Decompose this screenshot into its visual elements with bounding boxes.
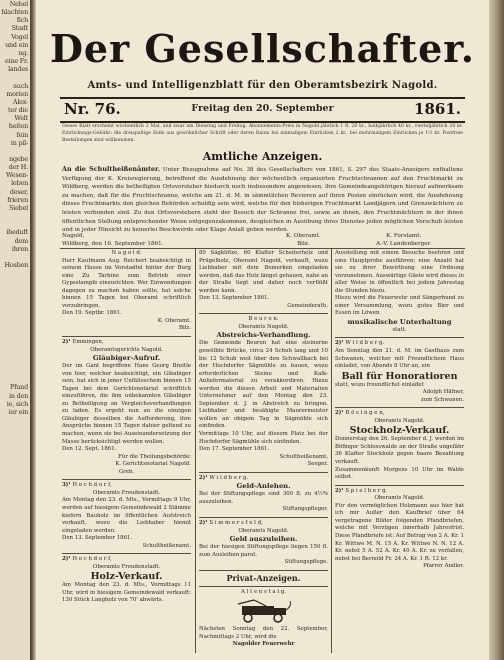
previous-page-line: Alex- <box>12 97 28 106</box>
ad-ball-sign: Adolph Häfner, <box>422 389 464 396</box>
ad-ball-title: Ball für Honoratioren <box>341 370 458 382</box>
ad-separator <box>199 517 328 518</box>
previous-page-line: auch <box>13 81 28 90</box>
ad-feuerwehr-body: Ausstellung mit einem Besuche beehren und eine Hauptprobe ausführen; eine Anzahl hat sie zu ihrer Bewirthung eine Ordnung vorzunehmen. Auswärtige Gäste wird dieses in aller Weise in öffentlich bei jedem Jahrestag die Stunden hiezu. <box>335 250 464 294</box>
ad-spielberg-body: Für den vermöglichen Holzmann aus hier hat ich mir Außer den Kaufbrief über 64 vergetragene Bilder folgenden Pfandbriefen, welche mit Verzügen innerhalb Jahresfrist. Diese Pfandbriefe ist: Auf Betrag von 2 A. Kr. 1 Kr. Wittwe M. N. 15 A. Kr. Wittwe N. N. 12 A. Kr. nebst 5 A. 52 A. Kr. 40 A. Kr. zu verfallen, nebst bei Bernold Fr. 24 A. Kr. 1 R. 12 kr. <box>335 502 464 562</box>
notice-signoff-forstamt <box>376 232 431 248</box>
previous-page-line: leben <box>11 179 28 188</box>
columns-top-rule <box>60 248 465 249</box>
ad-separator <box>62 479 191 480</box>
previous-page-line <box>0 343 30 351</box>
issue-number: Nr. 76. <box>64 100 121 118</box>
column-rule-1 <box>195 248 196 653</box>
previous-page-line <box>0 310 30 318</box>
ad-beuren-sign2: Seeger. <box>307 461 328 468</box>
notice-heading: An die Schultheißenämter. <box>62 165 160 173</box>
notice-sign-forstamt: K. Forstamt. <box>386 233 422 239</box>
previous-page-line: ngebe <box>9 154 28 163</box>
ad-emmingen-number: 2)¹ <box>62 339 71 346</box>
notice-signoff-place <box>62 232 163 248</box>
ad-beuren-place: B e u r e n. <box>248 316 279 323</box>
notice-sign-forstamt-name: A.-V. Landenberger. <box>376 241 432 247</box>
ad-emmingen-sign2: K. Gerichtsnotariat Nagold. <box>115 461 191 468</box>
ad-separator <box>335 485 464 486</box>
ad-spielberg-sign: Pfarrer Andler. <box>423 563 464 570</box>
previous-page-line: Hosben <box>4 261 28 269</box>
column-3 <box>335 250 464 655</box>
previous-page-line: frieren <box>7 195 28 204</box>
ad-emmingen-sign3: Greb. <box>118 468 135 475</box>
notice-place: Nagold, <box>62 233 85 239</box>
fire-engine-icon <box>234 598 294 624</box>
newspaper-page <box>36 0 489 660</box>
ad-ball-sign2: zum Schwanen. <box>421 396 464 403</box>
issue-bar <box>60 97 465 123</box>
ad-boesingen-place: B ö s i n g e n, <box>345 410 385 417</box>
notice-signoff-oberamt <box>286 232 321 248</box>
section-title-private: Privat-Anzeigen. <box>226 572 301 583</box>
ad-nagold-date: Den 19. Septbr. 1861. <box>62 310 122 317</box>
ad-wood-body: 80 Sägklötze, 60 Klafter Scheiterholz und Prügelholz, Oberamt Nagold, verkauft, wozu Liebhaber mit dem Bemerken eingeladen werden, daß das Holz längst gehauen, nahe an der Straße liegt und daher noch verflößt werden kann. <box>199 250 328 294</box>
ad-feuerwehr-end: statt. <box>392 326 407 333</box>
previous-page-line: dem <box>14 236 28 245</box>
previous-page-edge <box>0 0 31 660</box>
ad-beuren-date: Den 17. September 1861. <box>199 446 270 453</box>
column-rule-2 <box>331 248 332 653</box>
previous-page-line: in den <box>9 391 28 400</box>
ad-wildberg-place: W i l d b e r g. <box>209 474 249 481</box>
previous-page-line <box>0 375 30 383</box>
column-2 <box>199 250 328 655</box>
ad-feuerwehr-more: Hiezu wird die Feuerwehr und Sängerbund zu einer Versammlung, wozu gutes Bier und Essen im Löwen <box>335 295 464 317</box>
ad-beuren-title: Abstreichs-Verhandlung. <box>216 331 311 340</box>
previous-page-line: Wesen- <box>6 171 28 180</box>
previous-page-line <box>0 220 30 228</box>
previous-page-line <box>0 359 30 367</box>
column-1 <box>62 250 191 655</box>
subscription-info: Dieses Blatt erscheint wöchentlich 2 Mal, und zwar am Dienstag und Freitag. Abonnements-Preis in Nagold jährlich 1 fl. 20 kr., halbjährlich 40 kr., vierteljährlich 20 kr. Einrückungs-Gebühr: die dreispaltige Zeile aus gewöhnlicher Schrift oder deren Raum bei einmaligem Einrücken 2 kr., bei mehrmaligem Einrücken je 1½ kr. Postfreie Bestellungen sind willkommen. <box>62 124 463 143</box>
ad-nagold-sign: K. Oberamt. <box>157 317 191 324</box>
ad-boesingen-body: Donnerstag den 26. September d. J. werden im Böfinger Schlosswalde an der Straße ungefähr 36 Klafter Stockholz gegen baare Bezahlung verkauft. <box>335 436 464 466</box>
previous-page-line: Welt <box>14 114 28 123</box>
ad-separator <box>62 553 191 554</box>
ad-boesingen-title: Stockholz-Verkauf. <box>349 425 450 437</box>
ad-spielberg-place: S p i e l b e r g. <box>345 487 388 494</box>
previous-page-line: Stadt <box>11 24 28 33</box>
previous-page-line: ibeduft <box>6 228 28 237</box>
ad-hochdorf2-number: 2)¹ <box>62 556 71 563</box>
previous-page-line: Nebel <box>9 0 28 8</box>
ad-emmingen-sub: Oberamtsgerichts Nagold. <box>90 346 163 353</box>
ad-separator <box>199 586 328 587</box>
notice-sign-oberamt-name: Bilz. <box>297 241 310 247</box>
ad-emmingen-body: Der im Gant begriffene Hans Georg Breitle von hier, welcher beabsichtigt, ein Gläubiger sein, hat sich in jener Unfälleschein binnen 15 Tagen bei dem Gerichtsnotariat schriftlich einzuführen, die ihm unbekannten Gläubiger zu Betheiligung an Vergleichsverhandlungen zu laden. Es ergeht nun an die einzigen Gläubiger desselben die Aufforderung, ihre Ansprüche binnen 15 Tagen dahier geltend zu machen, wenn sie bei Auseinandersetzung der Masse berücksichtigt werden wollen. <box>62 363 191 445</box>
previous-page-line: Pfund <box>10 383 28 392</box>
previous-page-line <box>0 212 30 220</box>
ad-altensteig-place: A l t e n s t a i g. <box>241 588 286 595</box>
ad-hochdorf-date: Den 13. September 1861. <box>62 535 133 542</box>
ad-nagold-body: Herr Kaufmann Aug. Reichert beabsichtigt in seinem Hause im Vorstadtel hinter der Burg eine Zu Tarbine zum Betrieb einer Gypsstampfe einzurichten. Wer Einwendungen dagegen zu machen haben sollte, hat solche binnen 15 Tagen bei Oberamt schriftlich vorzubringen. <box>62 257 191 309</box>
ad-emmingen-title: Gläubiger-Aufruf. <box>92 354 161 363</box>
ad-hochdorf-body: Am Montag den 23. d. Mts., Vormittags 9 Uhr, werden auf hiesigem Gemeindewald 2 Stämme kiefern Bauholz im öffentlichen Aufstreich verkauft, wozu die Liebhaber hiemit eingeladen werden. <box>62 497 191 534</box>
previous-page-line: und ein <box>5 40 28 49</box>
previous-page-line <box>0 294 30 302</box>
ad-feuerwehr-title: musikalische Unterhaltung <box>347 317 452 326</box>
notice-schultheissenaemter <box>62 165 463 235</box>
ad-wood-date: Den 13. September 1861. <box>199 295 270 302</box>
ad-boesingen-number: 2)¹ <box>335 410 344 417</box>
ad-hochdorf2-body: Am Montag den 23. d. Mts., Vormittags 11 Uhr, wird in hiesigem Gemeindewald verkauft: 130 Stück Langholz von 70' abwärts. <box>62 582 191 604</box>
previous-page-line: ie, sich <box>6 399 28 408</box>
section-title-official: Amtliche Anzeigen. <box>202 150 323 163</box>
previous-page-line <box>0 351 30 359</box>
ad-hochdorf2-sub: Oberamts Freudenstadt. <box>92 563 161 570</box>
previous-page-line: fein <box>16 130 28 139</box>
ad-wildberg-title: Geld-Anlehen. <box>236 482 291 491</box>
previous-page-line: Siebel <box>9 203 28 212</box>
notice-body: Unter Bezugnahme auf No. 38 des Gesellschafters von 1861, S. 297 des Staats-Anzeigers enthaltene Verfügung der K. Kreisregierung, betreffend die Ausdehnung der wöchentlich organisirten Fruchtschrannen auf den Fruchtmarkt zu Wildberg, werden die betheiligten Ortsvorsteher hiedurch noch insbesondere angewiesen, ihre Gemeindeangehörigen hierauf aufmerksam zu machen, daß für die Fruchtschranne, welche am 21. d. M. in sämmtlichen Revieren auf ihren Posten einrücken wird, die Ausdehnung dieses Fruchtmarkts den gleichen Behörden schuldig sein wird, welche für den bisherigen Fruchtmarkt Landjägern und Grenzwächtern zu leisten verbunden sind. Zu den Ortsvorstehern steht der Besuch der Schranne frei, sowie an ihnen, den Fruchtmächtern in der ihnen öffentlichen Stellung entsprechender Weise entgegenzukommen, desgleichen in Ausübung ihres Dienstes jeden möglichen Vorschub leisten und in jeder Hinsicht zu keinerlei Beschwerde oder Klage Anlaß geben werden. <box>62 167 463 234</box>
previous-page-line: fich <box>16 16 28 25</box>
previous-page-line: der H. <box>8 163 28 172</box>
ad-simmersfeld-title: Geld auszuleihen. <box>229 535 298 544</box>
issue-date: Freitag den 20. September <box>191 103 334 114</box>
ad-wildberg-number: 2)¹ <box>199 474 208 481</box>
notice-date: Wildberg, den 16. September 1861. <box>62 241 164 247</box>
masthead-title: Der Gesellschafter. <box>49 26 476 71</box>
page-right-edge <box>489 0 504 660</box>
previous-page-line: ter die <box>8 106 28 115</box>
previous-page-line <box>0 269 30 277</box>
masthead-subtitle: Amts- und Intelligenzblatt für den Oberamtsbezirk Nagold. <box>87 80 438 91</box>
ad-beuren-sign: Schultheißenamt. <box>279 453 328 460</box>
ad-simmersfeld-body: Bei der hiesigen Stiftungspflege liegen 150 fl. zum Ausleihen parat. <box>199 544 328 558</box>
ad-boesingen-sub: Oberamts Nagold. <box>374 417 425 424</box>
ad-hochdorf-number: 3)¹ <box>62 482 71 489</box>
previous-page-line <box>0 147 30 155</box>
ad-emmingen-place: Emmingen, <box>72 339 104 346</box>
ad-ball-end: statt, wozu freundlichst einladet <box>335 381 424 388</box>
previous-page-line <box>0 367 30 375</box>
ad-hochdorf-sign: Schultheißenamt. <box>142 542 191 549</box>
previous-page-line: heiten <box>8 122 28 131</box>
ad-hochdorf-sub: Oberamts Freudenstadt. <box>92 489 161 496</box>
notice-sign-oberamt: K. Oberamt. <box>286 233 321 239</box>
ad-wildberg-body: Bei der Stiftungspflege sind 300 fl. zu 4½% auszuleihen. <box>199 491 328 505</box>
previous-page-line: in pil- <box>10 138 28 147</box>
ad-ball-place: W i l d b e r g. <box>345 340 385 347</box>
previous-page-line: ier ein <box>8 407 28 416</box>
ad-altensteig-feuerwehr: Nagolder Feuerwehr <box>232 641 295 648</box>
ad-separator <box>199 472 328 473</box>
issue-year: 1861. <box>414 100 461 118</box>
ad-separator <box>199 313 328 314</box>
ad-separator <box>335 337 464 338</box>
ad-beuren-sub: Oberamts Nagold. <box>238 323 289 330</box>
ad-simmersfeld-place: S i m m e r s f e l d, <box>209 519 263 526</box>
previous-page-line <box>0 253 30 261</box>
previous-page-line: morien <box>6 89 28 98</box>
ad-wood-sign: Gemeinderath. <box>287 302 328 309</box>
ad-simmersfeld-sign: Stiftungspflege. <box>284 559 328 566</box>
ad-hochdorf-place: H o c h d o r f, <box>72 482 112 489</box>
ad-separator <box>199 570 328 571</box>
ad-beuren-time: Vormittags 10 Uhr, auf diesem Platz bei der Hochdorfer Sägmühle sich einfinden. <box>199 431 328 445</box>
ad-ball-number: 2)¹ <box>335 340 344 347</box>
previous-page-line <box>0 73 30 81</box>
ad-simmersfeld-number: 2)¹ <box>199 519 208 526</box>
previous-page-line: ihren <box>11 244 28 253</box>
previous-page-line: hlachten <box>1 8 28 17</box>
ad-hochdorf2-title: Holz-Verkauf. <box>90 571 163 583</box>
previous-page-line: Vogel <box>11 32 28 41</box>
ad-separator <box>62 336 191 337</box>
previous-page-line <box>0 318 30 326</box>
previous-page-line: deser, <box>9 187 28 196</box>
previous-page-line <box>0 334 30 342</box>
ad-altensteig-body: Nächsten Sonntag den 22. September, Nachmittags 2 Uhr, wird die <box>199 626 328 640</box>
previous-page-line <box>0 302 30 310</box>
previous-page-line <box>0 326 30 334</box>
ad-ball-body: Am Sonntag den 21. d. M. im Gasthaus zum Schwanen, welcher mit Freundlichem Haus einladet, von Abends 8 Uhr an, ein <box>335 348 464 370</box>
ad-nagold-sign-name: Bilz. <box>179 325 191 332</box>
previous-page-line: landes <box>8 65 28 74</box>
previous-page-line: eine Fr. <box>5 57 28 66</box>
ad-hochdorf2-place: H o c h d o r f, <box>72 556 112 563</box>
ad-beuren-body: Die Gemeinde Beuren hat eine steinerne gewölbte Brücke, circa 24 Schuh lang und 10 bis 12 Schuh weit über den Schwallbach bei der Hochdorfer Sägmühle zu bauen, wozu erforderlichen Steine und Kalk-Anliefermaterial zu verakkordiren. Hiezu werden die diesen Arbeit und Materialien Unternehmer auf den Montag den 23. September d. J. in Abstreich zu bringen. Liebhaber und besähigte Maurermeister wollen an obigem Tag in Sägmühle sich einfinden. <box>199 340 328 430</box>
ad-nagold-place: N a g o l d. <box>111 250 142 256</box>
previous-page-line <box>0 277 30 285</box>
ad-emmingen-date: Den 12. Sept. 1861. <box>62 446 117 453</box>
ad-spielberg-sub: Oberamts Nagold. <box>374 495 425 502</box>
ad-boesingen-time: Zusammenkunft Morgens 10 Uhr im Walde selbst. <box>335 466 464 481</box>
previous-page-line <box>0 285 30 293</box>
ad-emmingen-sign: Für die Theilungsbehörde: <box>118 453 191 460</box>
previous-page-line: ng. <box>18 48 28 57</box>
ad-wildberg-sign: Stiftungspfleger. <box>282 506 328 513</box>
ad-separator <box>335 407 464 408</box>
ad-simmersfeld-sub: Oberamts Nagold. <box>238 527 289 534</box>
ad-spielberg-number: 2)¹ <box>335 487 344 494</box>
